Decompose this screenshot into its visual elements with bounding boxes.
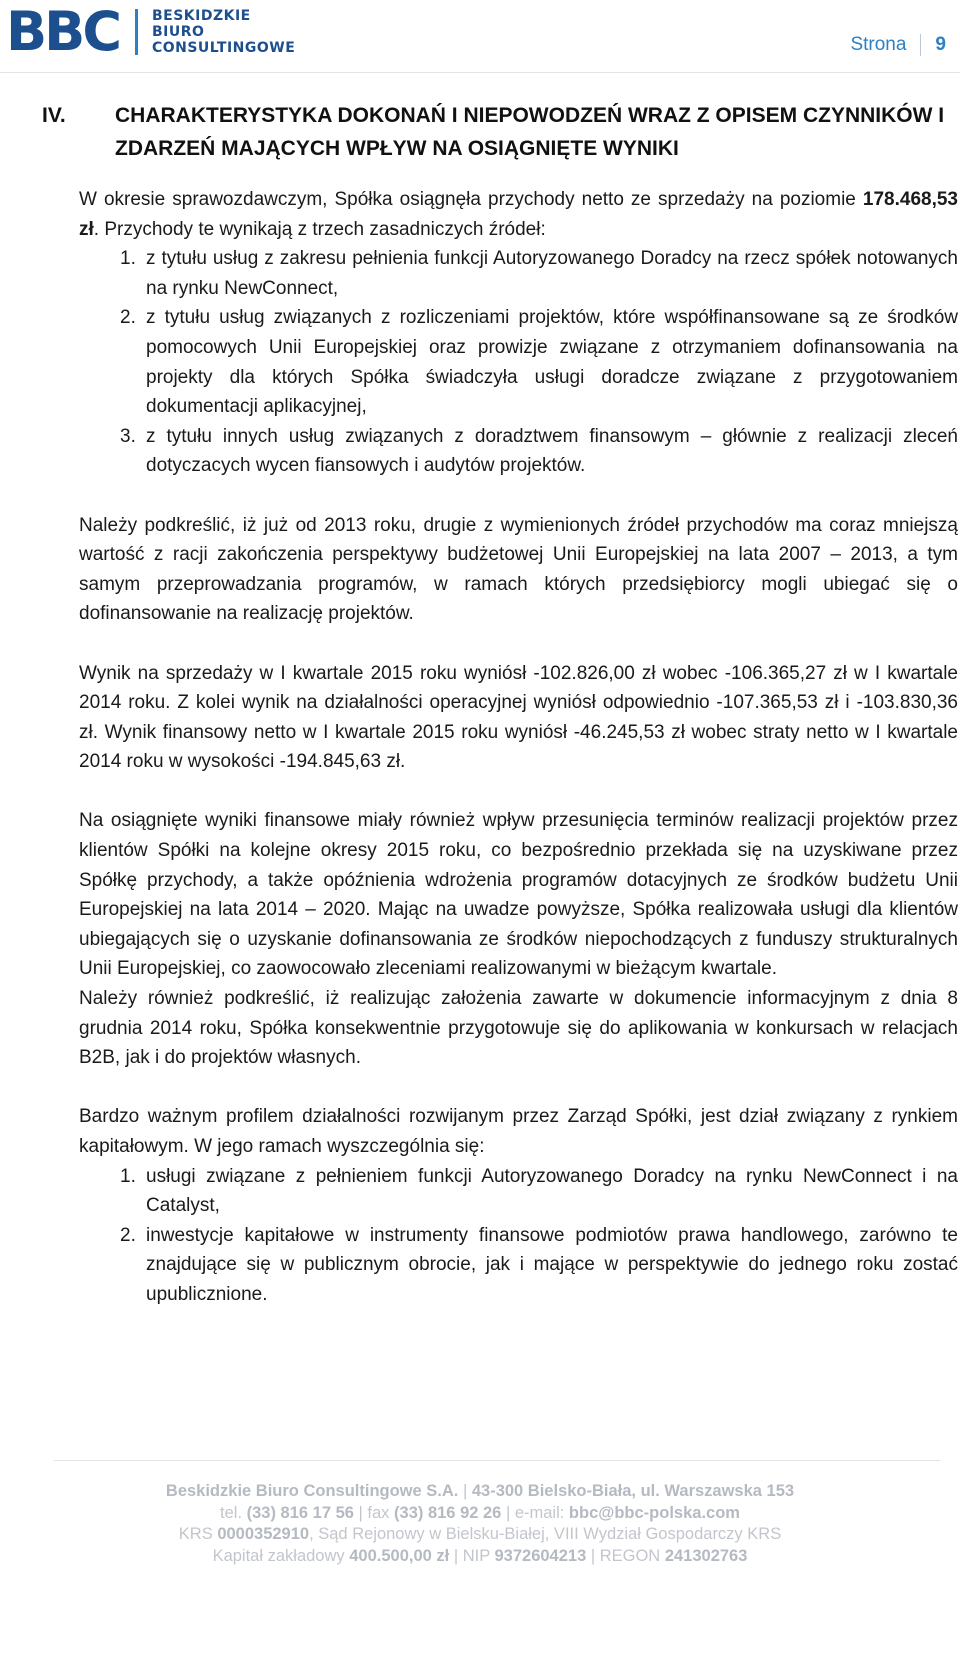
page-footer — [0, 1481, 960, 1568]
logo-mark: BBC — [6, 0, 119, 63]
list-item-text: inwestycje kapitałowe w instrumenty finansowe podmiotów prawa handlowego, zarówno te znajdujące się w publicznym obrocie, jak i mające w perspektywie do jednego roku zostać upublicznione. — [146, 1224, 958, 1305]
footer-nip: 9372604213 — [494, 1547, 587, 1566]
page-number-divider — [920, 34, 921, 56]
list-item-text: z tytułu innych usług związanych z doradztwem finansowym – głównie z realizacji zleceń dotyczacych wycen fiansowych i audytów projektów. — [146, 425, 958, 477]
footer-tel-label: tel. — [220, 1503, 247, 1522]
logo-line-2: BIURO — [151, 24, 205, 40]
page-label: Strona — [850, 34, 907, 55]
footer-capital-label: Kapitał zakładowy — [212, 1547, 350, 1566]
footer-address: 43-300 Bielsko-Biała, ul. Warszawska 153 — [471, 1482, 795, 1500]
list-item-number: 2. — [120, 307, 136, 329]
footer-line-1 — [0, 1481, 960, 1503]
list-item — [120, 1221, 958, 1310]
document-body — [42, 100, 958, 1310]
footer-line-3 — [0, 1524, 960, 1546]
list-item — [120, 422, 958, 481]
paragraph-results: Wynik na sprzedaży w I kwartale 2015 roku wyniósł -102.826,00 zł wobec -106.365,27 zł w I kwartale 2014 roku. Z kolei wynik na działalności operacyjnej wyniósł odpowiednio -107.365,53 zł i -103.830,36 zł. Wynik finansowy netto w I kwartale 2015 roku wyniósł -46.245,53 zł wobec straty netto w I kwartale 2014 roku w wysokości -194.845,63 zł. — [79, 662, 958, 773]
logo-company-name — [152, 8, 295, 56]
footer-tel: (33) 816 17 56 — [246, 1503, 354, 1522]
list-item — [120, 303, 958, 421]
list-item-text: z tytułu usług z zakresu pełnienia funkcji Autoryzowanego Doradcy na rzecz spółek notowanych na rynku NewConnect, — [146, 248, 958, 299]
paragraph-influences: Na osiągnięte wyniki finansowe miały również wpływ przesunięcia terminów realizacji projektów przez klientów Spółki na kolejne okresy 2015 roku, co bezpośrednio przekłada się na uzyskiwane przez Spółkę przychody, a także opóźnienia wdrożenia programów dotacyjnych ze środków budżetu Unii Europejskiej na lata 2014 – 2020. Mając na uwadze powyższe, Spółka realizowała usługi dla klientów ubiegających się o uzyskanie dofinansowania ze środków niepochodzących z funduszy strukturalnych Unii Europejskiej, co zaowocowało zleceniami realizowanymi w bieżącym kwartale. — [79, 810, 958, 980]
list-item — [120, 1162, 958, 1221]
list-item-text: z tytułu usług związanych z rozliczeniami projektów, które współfinansowane są ze środków pomocowych Unii Europejskiej oraz prowizje związane z otrzymaniem dofinansowania na projekty dla których Spółka świadczyła usługi doradcze związane z przygotowaniem dokumentacji aplikacyjnej, — [146, 307, 958, 418]
footer-krs-label: KRS — [178, 1525, 218, 1544]
page-header — [0, 0, 960, 72]
footer-fax: (33) 816 92 26 — [394, 1503, 502, 1522]
revenue-sources-list — [79, 244, 958, 481]
paragraph-perspective: Należy podkreślić, iż już od 2013 roku, drugie z wymienionych źródeł przychodów ma coraz mniejszą wartość z racji zakończenia perspektywy budżetowej Unii Europejskiej na lata 2007 – 2013, a tym samym przeprowadzania programów, w ramach których przedsiębiorcy mogli ubiegać się o dofinansowanie na realizację projektów. — [79, 514, 958, 625]
list-item-number: 1. — [120, 248, 136, 270]
footer-email-label: | e-mail: — [501, 1503, 569, 1522]
list-item — [120, 244, 958, 303]
footer-capital: 400.500,00 zł — [349, 1547, 450, 1566]
list-item-text: usługi związane z pełnieniem funkcji Autoryzowanego Doradcy na rynku NewConnect i na Catalyst, — [146, 1165, 958, 1217]
list-item-number: 2. — [120, 1224, 136, 1246]
section-heading — [42, 100, 958, 165]
footer-email: bbc@bbc-polska.com — [568, 1503, 740, 1522]
page-number: 9 — [935, 34, 946, 55]
intro-text-end: . Przychody te wynikają z trzech zasadniczych źródeł: — [93, 218, 546, 240]
page-number-indicator — [850, 34, 946, 56]
footer-regon: 241302763 — [664, 1547, 748, 1566]
footer-line-4 — [0, 1546, 960, 1568]
revenue-amount: 178.468,53 zł — [79, 189, 958, 240]
footer-rule — [54, 1460, 940, 1461]
capital-market-list — [79, 1162, 958, 1310]
list-item-number: 3. — [120, 425, 136, 447]
section-number: IV. — [42, 104, 66, 127]
footer-line-2 — [0, 1503, 960, 1525]
footer-krs: 0000352910 — [217, 1525, 310, 1544]
paragraph-b2b: Należy również podkreślić, iż realizując założenia zawarte w dokumencie informacyjnym z dnia 8 grudnia 2014 roku, Spółka konsekwentnie przygotowuje się do aplikowania w konkursach w relacjach B2B, jak i do projektów własnych. — [79, 988, 958, 1069]
header-rule — [0, 72, 960, 73]
footer-court: , Sąd Rejonowy w Bielsku-Białej, VIII Wydział Gospodarczy KRS — [309, 1525, 782, 1544]
intro-text-start: W okresie sprawozdawczym, Spółka osiągnęła przychody netto ze sprzedaży na poziomie — [79, 189, 863, 210]
section-title: CHARAKTERYSTYKA DOKONAŃ I NIEPOWODZEŃ WRAZ Z OPISEM CZYNNIKÓW I ZDARZEŃ MAJĄCYCH WPŁYW NA OSIĄGNIĘTE WYNIKI — [115, 104, 945, 160]
footer-regon-label: | REGON — [586, 1547, 665, 1566]
footer-nip-label: | NIP — [449, 1547, 495, 1566]
intro-paragraph — [79, 185, 958, 244]
list-item-number: 1. — [120, 1165, 136, 1187]
logo-divider — [135, 9, 138, 55]
footer-separator: | — [458, 1482, 472, 1500]
bbc-logo — [6, 0, 296, 63]
paragraph-capital-market: Bardzo ważnym profilem działalności rozwijanym przez Zarząd Spółki, jest dział związany z rynkiem kapitałowym. W jego ramach wyszczególnia się: — [79, 1106, 958, 1157]
footer-fax-label: | fax — [353, 1503, 395, 1522]
footer-company: Beskidzkie Biuro Consultingowe S.A. — [165, 1482, 459, 1500]
logo-line-1: BESKIDZKIE — [151, 8, 251, 24]
logo-line-3: CONSULTINGOWE — [151, 40, 296, 56]
